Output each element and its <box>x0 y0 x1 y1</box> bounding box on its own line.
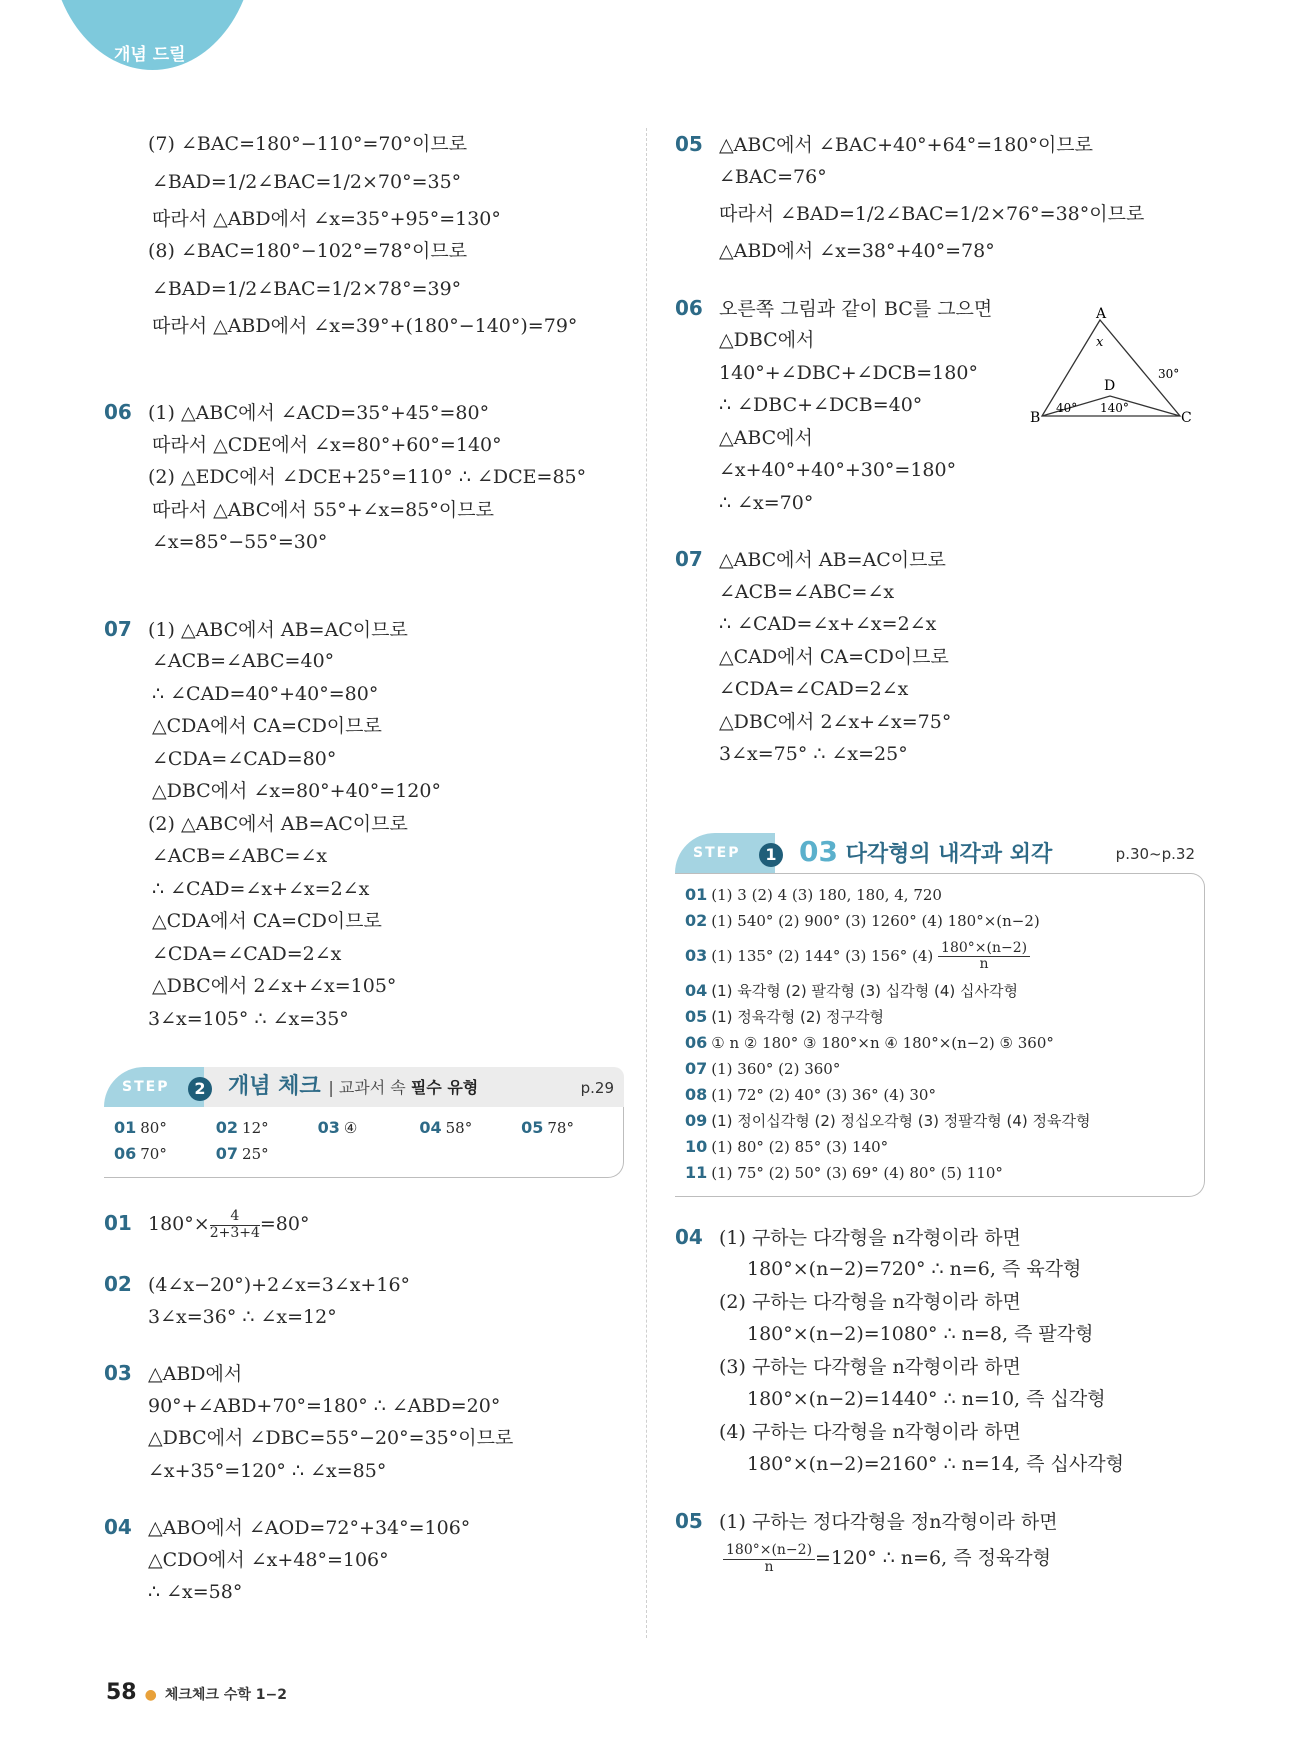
solution-line: (1) △ABC에서 ∠ACD=35°+45°=80° <box>148 402 490 424</box>
problem-number: 07 <box>104 616 132 641</box>
answer-row <box>685 1030 1204 1056</box>
solution-line: ∠ACB=∠ABC=∠x <box>152 845 328 867</box>
formula-part: =80° <box>259 1213 310 1235</box>
answer-list <box>675 873 1205 1197</box>
answer-number: 10 <box>685 1136 708 1156</box>
fraction-denominator: n <box>979 956 989 972</box>
solution-line: 3∠x=105° ∴ ∠x=35° <box>148 1007 349 1030</box>
problem-number: 06 <box>104 400 132 424</box>
answer-value: ④ <box>343 1119 358 1137</box>
solution-line: 90°+∠ABD+70°=180° ∴ ∠ABD=20° <box>148 1394 501 1417</box>
answer-value: (1) 75° (2) 50° (3) 69° (4) 80° (5) 110° <box>711 1163 1003 1182</box>
solution-line: (4) 구하는 다각형을 n각형이라 하면 <box>719 1420 1021 1443</box>
problem-05 <box>675 128 1205 161</box>
solution-line: △DBC에서 2∠x+∠x=105° <box>152 975 397 997</box>
answer-number: 06 <box>114 1144 137 1163</box>
solution-line: (2) 구하는 다각형을 n각형이라 하면 <box>719 1290 1021 1313</box>
solution-line: (2) △EDC에서 ∠DCE+25°=110° ∴ ∠DCE=85° <box>148 466 587 488</box>
step1-problem-04 <box>675 1221 1205 1254</box>
solution-line: (7) ∠BAC=180°−110°=70°이므로 <box>148 133 468 155</box>
solution-line: ∠BAC=76° <box>719 165 827 188</box>
fraction-denominator: 2+3+4 <box>209 1224 260 1241</box>
solution-line: ∴ ∠x=58° <box>148 1581 243 1603</box>
solution-line: △ABO에서 ∠AOD=72°+34°=106° <box>148 1517 471 1539</box>
page-reference: p.30~p.32 <box>1115 844 1195 863</box>
step2-problem-04 <box>104 1511 624 1544</box>
answer-item <box>216 1115 313 1141</box>
answer-value: 80° <box>140 1119 167 1137</box>
solution-line: △DBC에서 ∠x=80°+40°=120° <box>152 780 441 802</box>
solution-line: (1) 구하는 정다각형을 정n각형이라 하면 <box>719 1510 1058 1533</box>
answer-row <box>114 1115 623 1141</box>
step-number: 2 <box>188 1077 212 1101</box>
fraction-numerator: 180°×(n−2) <box>723 1543 815 1559</box>
formula-part: =120° ∴ n=6, 즉 정육각형 <box>815 1547 1052 1569</box>
answer-row <box>685 882 1204 908</box>
answer-row <box>685 1108 1204 1134</box>
solution-line: ∴ ∠DBC+∠DCB=40° <box>719 394 923 416</box>
solution-line: ∴ ∠CAD=40°+40°=80° <box>152 682 379 705</box>
solution-line: (4∠x−20°)+2∠x=3∠x+16° <box>148 1274 411 1296</box>
answer-number: 03 <box>317 1118 340 1137</box>
answer-number: 02 <box>215 1118 239 1137</box>
page-footer <box>106 1680 287 1705</box>
label-c: C <box>1181 410 1192 426</box>
answer-number: 08 <box>685 1084 708 1104</box>
answer-number: 04 <box>685 980 708 1000</box>
problem-06 <box>104 396 624 429</box>
problem-07 <box>675 543 1205 576</box>
answer-number: 05 <box>521 1118 544 1137</box>
answer-number: 01 <box>685 884 708 904</box>
solution-line: (2) △ABC에서 AB=AC이므로 <box>148 812 408 835</box>
answer-number: 09 <box>685 1110 708 1130</box>
problem-number: 04 <box>675 1224 703 1249</box>
fraction <box>723 1543 815 1575</box>
fraction-numerator: 180°×(n−2) <box>938 941 1030 957</box>
solution-line: ∠ACB=∠ABC=∠x <box>719 580 895 603</box>
solution-line: 오른쪽 그림과 같이 BC를 그으면 <box>719 297 993 320</box>
solution-line: 따라서 ∠BAD=1/2∠BAC=1/2×76°=38°이므로 <box>719 203 1145 225</box>
solution-line: (8) ∠BAC=180°−102°=78°이므로 <box>148 240 468 262</box>
answer-value: 70° <box>140 1145 167 1163</box>
answer-row <box>685 978 1204 1004</box>
answer-item <box>521 1115 618 1141</box>
solution-line <box>675 1537 1205 1579</box>
solution-line: ∠x+35°=120° ∴ ∠x=85° <box>148 1459 387 1482</box>
solution-line: △CAD에서 CA=CD이므로 <box>719 645 949 668</box>
fraction-numerator: 4 <box>210 1209 260 1225</box>
solution-line: (1) △ABC에서 AB=AC이므로 <box>148 618 408 641</box>
step2-header <box>104 1065 624 1107</box>
label-40: 40° <box>1056 401 1078 415</box>
section-number: 03 <box>799 834 838 868</box>
problem-number: 07 <box>675 547 703 571</box>
triangle-figure <box>1030 306 1192 426</box>
step-title <box>228 1069 478 1100</box>
label-x: x <box>1096 335 1104 350</box>
answer-item <box>419 1115 516 1141</box>
answer-value: (1) 80° (2) 85° (3) 140° <box>711 1137 889 1156</box>
answer-number: 05 <box>685 1006 708 1026</box>
solution-line: △ABD에서 <box>148 1363 243 1385</box>
step-subtitle: | 교과서 속 필수 유형 <box>328 1078 479 1097</box>
solution-line: 180°×(n−2)=720° ∴ n=6, 즉 육각형 <box>747 1258 1082 1280</box>
answer-value: (1) 135° (2) 144° (3) 156° (4) <box>711 946 934 965</box>
solution-line: 3∠x=75° ∴ ∠x=25° <box>719 743 908 765</box>
answer-row <box>685 1082 1204 1108</box>
answer-row <box>685 1004 1204 1030</box>
solution-line: △DBC에서 ∠DBC=55°−20°=35°이므로 <box>148 1427 514 1449</box>
section-title: 다각형의 내각과 외각 <box>845 841 1053 867</box>
label-30: 30° <box>1158 367 1180 381</box>
answer-number: 04 <box>419 1118 442 1137</box>
answer-value: (1) 540° (2) 900° (3) 1260° (4) 180°×(n−2) <box>711 911 1040 930</box>
solution-line: 따라서 △ABC에서 55°+∠x=85°이므로 <box>152 498 494 521</box>
solution-line: ∠BAD=1/2∠BAC=1/2×70°=35° <box>152 170 462 193</box>
answer-item <box>114 1115 211 1141</box>
answer-number: 02 <box>685 910 708 930</box>
fraction <box>210 1209 260 1241</box>
step-subtitle-prefix: 교과서 속 <box>338 1078 406 1097</box>
step2-problem-01 <box>104 1202 624 1244</box>
solution-line: ∠CDA=∠CAD=80° <box>152 747 337 770</box>
formula-part: 180°× <box>148 1213 210 1235</box>
left-column <box>104 128 624 1609</box>
solution-line: 3∠x=36° ∴ ∠x=12° <box>148 1305 337 1328</box>
solution-line: 180°×(n−2)=2160° ∴ n=14, 즉 십사각형 <box>747 1453 1124 1475</box>
answer-value: (1) 72° (2) 40° (3) 36° (4) 30° <box>711 1085 936 1104</box>
label-d: D <box>1104 378 1116 394</box>
answer-number: 03 <box>685 945 708 965</box>
answer-value: 58° <box>445 1119 473 1137</box>
solution-line: (1) 구하는 다각형을 n각형이라 하면 <box>719 1226 1021 1249</box>
step2-box <box>104 1065 624 1178</box>
solution-line: △DBC에서 <box>719 329 815 351</box>
footer-dot-icon: ● <box>144 1687 157 1703</box>
solution-line: ∠ACB=∠ABC=40° <box>152 650 335 672</box>
page-reference: p.29 <box>580 1079 614 1097</box>
answer-value: 78° <box>547 1119 574 1137</box>
label-b: B <box>1030 410 1041 426</box>
book-title: 체크체크 수학 1−2 <box>164 1687 287 1703</box>
step-subtitle-bold: 필수 유형 <box>410 1078 479 1097</box>
answer-item <box>216 1141 313 1167</box>
answer-row <box>685 908 1204 934</box>
column-divider <box>646 128 647 1638</box>
solution-line: △CDA에서 CA=CD이므로 <box>152 910 382 932</box>
problem-number: 02 <box>104 1272 132 1296</box>
solution-line: ∴ ∠CAD=∠x+∠x=2∠x <box>719 613 937 635</box>
problem-07 <box>104 613 624 646</box>
solution-line: ∠BAD=1/2∠BAC=1/2×78°=39° <box>152 277 462 300</box>
problem-number: 05 <box>675 132 703 156</box>
answer-value: (1) 3 (2) 4 (3) 180, 180, 4, 720 <box>711 885 942 904</box>
answer-row <box>685 1160 1204 1186</box>
step-title <box>799 835 1052 868</box>
solution-line: △ABC에서 ∠BAC+40°+64°=180°이므로 <box>719 134 1094 156</box>
solution-line: 따라서 △ABD에서 ∠x=35°+95°=130° <box>152 207 501 230</box>
solution-line: ∠x+40°+40°+30°=180° <box>719 459 957 481</box>
step2-problem-02 <box>104 1268 624 1301</box>
answer-item <box>114 1141 211 1167</box>
answer-item <box>318 1115 415 1141</box>
solution-line: △ABC에서 <box>719 426 813 449</box>
answer-value: (1) 육각형 (2) 팔각형 (3) 십각형 (4) 십사각형 <box>711 981 1019 1000</box>
answer-value: (1) 정이십각형 (2) 정십오각형 (3) 정팔각형 (4) 정육각형 <box>711 1111 1091 1130</box>
solution-line: △CDO에서 ∠x+48°=106° <box>148 1548 389 1571</box>
answer-number: 11 <box>685 1162 708 1182</box>
step-number: 1 <box>759 843 783 867</box>
solution-line: ∴ ∠CAD=∠x+∠x=2∠x <box>152 877 370 900</box>
problem-number: 06 <box>675 295 703 320</box>
problem-number: 03 <box>104 1361 132 1385</box>
answer-row <box>685 1056 1204 1082</box>
page-number: 58 <box>106 1680 137 1705</box>
problem-number: 05 <box>675 1508 703 1533</box>
solution-line: △DBC에서 2∠x+∠x=75° <box>719 710 952 733</box>
answer-value: 25° <box>242 1145 269 1163</box>
answer-row <box>685 934 1204 978</box>
answer-number: 07 <box>685 1058 708 1078</box>
label-140: 140° <box>1100 401 1129 415</box>
answer-value: 12° <box>242 1119 269 1137</box>
answer-grid <box>104 1107 624 1178</box>
step-label: STEP <box>693 844 741 861</box>
solution-line: 따라서 △ABD에서 ∠x=39°+(180°−140°)=79° <box>152 314 578 337</box>
step1-problem-05 <box>675 1505 1205 1538</box>
answer-number: 07 <box>215 1144 239 1163</box>
solution-line: △CDA에서 CA=CD이므로 <box>152 715 382 737</box>
answer-number: 06 <box>685 1032 708 1052</box>
solution-line: ∠CDA=∠CAD=2∠x <box>152 942 342 965</box>
label-a: A <box>1096 306 1107 322</box>
fraction-denominator: n <box>764 1558 774 1575</box>
answer-value: (1) 정육각형 (2) 정구각형 <box>711 1007 884 1026</box>
chapter-tab-label: 개념 드릴 <box>114 45 186 65</box>
answer-value: ① n ② 180° ③ 180°×n ④ 180°×(n−2) ⑤ 360° <box>711 1033 1054 1052</box>
solution-line: ∠CDA=∠CAD=2∠x <box>719 678 909 700</box>
step-title-text: 개념 체크 <box>228 1074 321 1099</box>
fraction <box>938 941 1030 973</box>
solution-line: 180°×(n−2)=1080° ∴ n=8, 즉 팔각형 <box>747 1323 1094 1345</box>
solution-line: ∠x=85°−55°=30° <box>152 531 328 553</box>
problem-number: 01 <box>104 1211 132 1235</box>
solution-line: 따라서 △CDE에서 ∠x=80°+60°=140° <box>152 433 502 456</box>
answer-number: 01 <box>114 1118 137 1137</box>
step-label: STEP <box>122 1079 170 1095</box>
solution-line: △ABC에서 AB=AC이므로 <box>719 549 946 571</box>
problem-number: 04 <box>104 1515 132 1539</box>
solution-line: 180°×(n−2)=1440° ∴ n=10, 즉 십각형 <box>747 1388 1106 1410</box>
answer-value: (1) 360° (2) 360° <box>711 1059 841 1078</box>
solution-line: ∴ ∠x=70° <box>719 491 814 514</box>
solution-line: (3) 구하는 다각형을 n각형이라 하면 <box>719 1355 1021 1378</box>
answer-row <box>114 1141 623 1167</box>
answer-row <box>685 1134 1204 1160</box>
step1-header <box>675 831 1205 873</box>
step1-box <box>675 831 1205 1197</box>
step2-problem-03 <box>104 1357 624 1390</box>
solution-line: △ABD에서 ∠x=38°+40°=78° <box>719 240 995 262</box>
solution-line: 140°+∠DBC+∠DCB=180° <box>719 361 978 384</box>
